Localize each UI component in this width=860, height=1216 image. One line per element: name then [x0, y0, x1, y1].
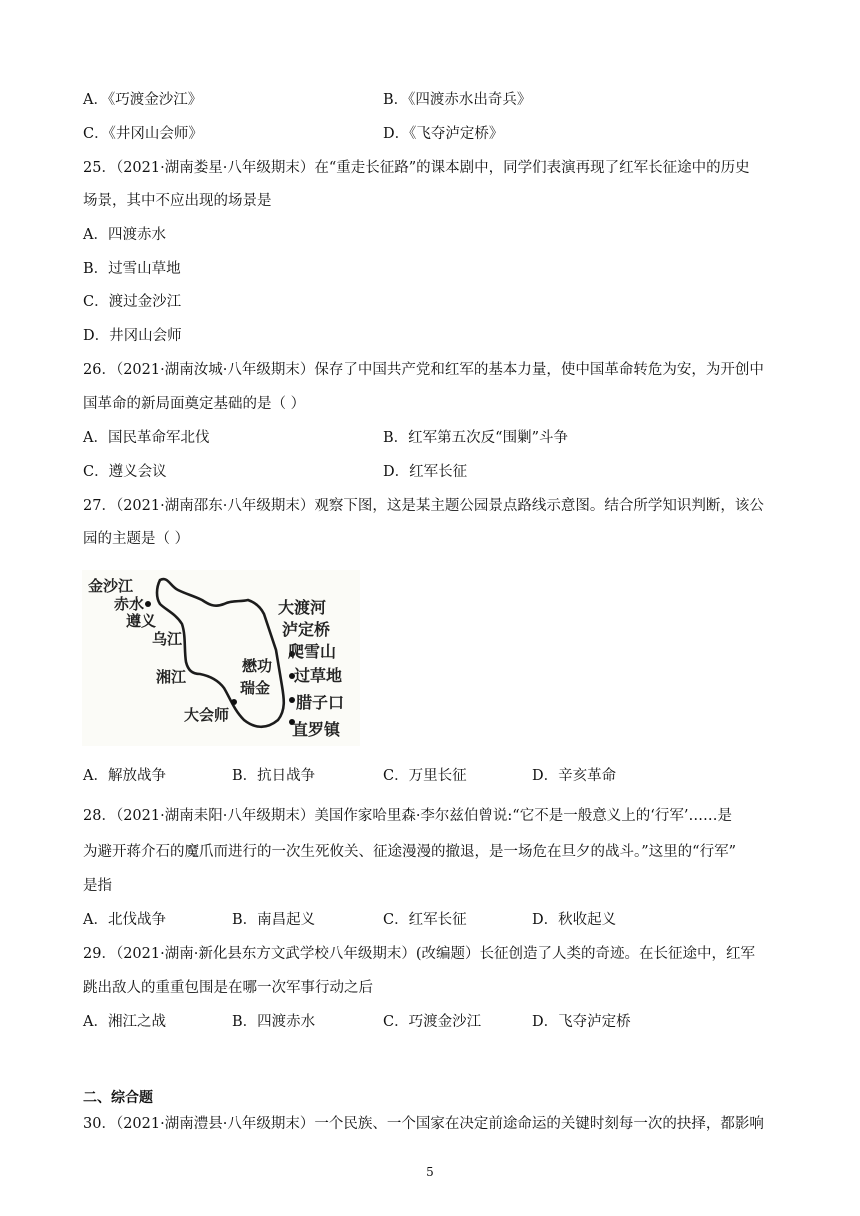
- q29-option-d: D．飞夺泸定桥: [532, 1014, 631, 1030]
- long-march-route-map: [82, 570, 360, 746]
- q26-option-c: C．遵义会议: [83, 464, 167, 480]
- map-label-lazikou: 腊子口: [296, 693, 345, 712]
- q26-option-d: D．红军长征: [383, 464, 468, 480]
- route-point: [231, 699, 237, 705]
- q26-option-a: A．国民革命军北伐: [83, 430, 210, 446]
- map-label-daduhe: 大渡河: [278, 598, 327, 617]
- q27-option-a: A．解放战争: [83, 768, 166, 784]
- q29-option-b: B．四渡赤水: [232, 1014, 316, 1030]
- q29-stem-line1: 29．（2021·湖南·新化县东方文武学校八年级期末）(改编题）长征创造了人类的奇迹。在长征途中，红军: [83, 946, 755, 962]
- q28-option-a: A．北伐战争: [83, 912, 166, 928]
- q29-option-c: C．巧渡金沙江: [383, 1014, 482, 1030]
- map-label-dahuishi: 大会师: [184, 706, 230, 724]
- map-label-guocaodi: 过草地: [294, 666, 343, 685]
- q24-option-a: A．《巧渡金沙江》: [83, 92, 203, 108]
- q25-option-a: A．四渡赤水: [83, 227, 166, 243]
- q27-option-c: C．万里长征: [383, 768, 467, 784]
- map-label-wujiang: 乌江: [152, 630, 183, 648]
- q26-option-b: B．红军第五次反“围剿”斗争: [383, 430, 568, 446]
- q28-option-d: D．秋收起义: [532, 912, 617, 928]
- map-label-ruijin: 瑞金: [240, 679, 271, 697]
- q25-stem-line2: 场景，其中不应出现的场景是: [83, 193, 272, 209]
- q25-option-d: D．井冈山会师: [83, 328, 182, 344]
- page-number: 5: [426, 1165, 434, 1179]
- map-label-jinshajiang: 金沙江: [88, 577, 134, 595]
- q26-stem-line2: 国革命的新局面奠定基础的是（ ）: [83, 396, 306, 412]
- q27-option-d: D．辛亥革命: [532, 768, 617, 784]
- map-label-xiangjiang: 湘江: [156, 668, 187, 686]
- map-label-ludingqiao: 泸定桥: [282, 620, 331, 639]
- q27-option-b: B．抗日战争: [232, 768, 316, 784]
- q28-stem-line1: 28．（2021·湖南耒阳·八年级期末）美国作家哈里森·李尔兹伯曾说:“它不是一般意义上的‘行军’……是: [83, 808, 732, 824]
- route-point: [289, 697, 295, 703]
- q25-option-b: B．过雪山草地: [83, 261, 181, 277]
- q24-option-d: D．《飞夺泸定桥》: [383, 126, 504, 142]
- q25-stem-line1: 25．（2021·湖南娄星·八年级期末）在“重走长征路”的课本剧中，同学们表演再现了红军长征途中的历史: [83, 160, 750, 176]
- q27-stem-line2: 园的主题是（ ）: [83, 531, 190, 547]
- map-label-chishui: 赤水: [114, 595, 145, 613]
- q26-stem-line1: 26．（2021·湖南汝城·八年级期末）保存了中国共产党和红军的基本力量，使中国革命转危为安，为开创中: [83, 362, 764, 378]
- q24-option-c: C．《井冈山会师》: [83, 126, 203, 142]
- route-point: [145, 601, 151, 607]
- q29-option-a: A．湘江之战: [83, 1014, 166, 1030]
- q27-stem-line1: 27．（2021·湖南邵东·八年级期末）观察下图，这是某主题公园景点路线示意图。结合所学知识判断，该公: [83, 498, 764, 514]
- q29-stem-line2: 跳出敌人的重重包围是在哪一次军事行动之后: [83, 980, 373, 996]
- q28-option-c: C．红军长征: [383, 912, 467, 928]
- q28-stem-line2: 为避开蒋介石的魔爪而进行的一次生死攸关、征途漫漫的撤退，是一场危在旦夕的战斗。”这里的“行军”: [83, 844, 736, 860]
- q30-stem-line1: 30．（2021·湖南澧县·八年级期末）一个民族、一个国家在决定前途命运的关键时刻每一次的抉择，都影响: [83, 1116, 764, 1132]
- section-heading: 二、综合题: [83, 1090, 153, 1106]
- map-label-maogong: 懋功: [242, 657, 273, 675]
- q28-stem-line3: 是指: [83, 878, 112, 894]
- map-label-zunyi: 遵义: [126, 612, 157, 630]
- q25-option-c: C．渡过金沙江: [83, 294, 182, 310]
- map-label-paxueshan: 爬雪山: [288, 642, 337, 661]
- q24-option-b: B．《四渡赤水出奇兵》: [383, 92, 532, 108]
- map-label-zhiluozhen: 直罗镇: [292, 720, 341, 739]
- q28-option-b: B．南昌起义: [232, 912, 316, 928]
